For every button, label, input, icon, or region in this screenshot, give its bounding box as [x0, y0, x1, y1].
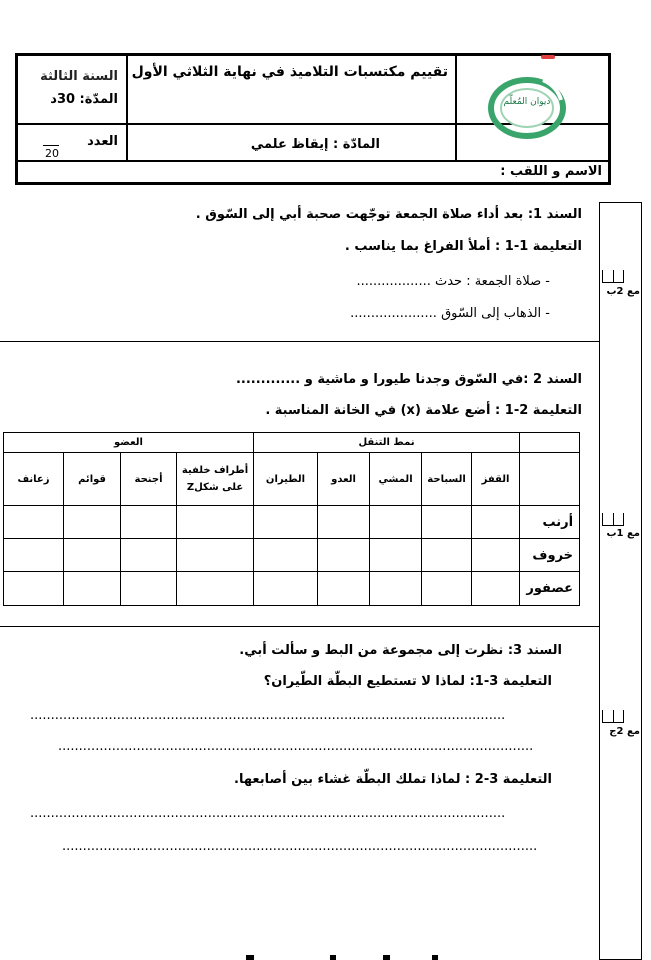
table-cell[interactable] [472, 539, 520, 572]
col-wings: أجنحة [121, 453, 177, 506]
table-cell[interactable] [318, 539, 370, 572]
table-cell[interactable] [254, 506, 318, 539]
row-label-header [520, 453, 580, 506]
criterion-3: مع 2ج [609, 726, 640, 737]
score-total: 20 [45, 147, 59, 160]
grade-year: السنة الثالثة [40, 69, 118, 84]
table-cell[interactable] [121, 539, 177, 572]
cropped-text-fragment [246, 955, 254, 960]
col-fly: الطيران [254, 453, 318, 506]
table-cell[interactable] [121, 506, 177, 539]
logo [487, 74, 567, 140]
col-walk: المشي [370, 453, 422, 506]
col-run: العدو [318, 453, 370, 506]
exam-title: تقييم مكتسبات التلاميذ في نهاية الثلاثي الأول [131, 64, 448, 80]
table-cell[interactable] [177, 539, 254, 572]
col-hind-limbs: أطراف خلفية على شكلZ [177, 453, 254, 506]
table-cell[interactable] [370, 539, 422, 572]
answer-line-4[interactable]: ................................................................................................................... [62, 839, 538, 854]
table-cell[interactable] [254, 572, 318, 606]
answer-line-3[interactable]: ................................................................................................................... [30, 806, 506, 821]
table-corner [520, 433, 580, 453]
row-bird: عصفور [520, 572, 580, 606]
table-cell[interactable] [422, 572, 472, 606]
logo-text: ديوان المُعلّم [503, 97, 551, 107]
support-3: السند 3: نظرت إلى مجموعة من البط و سألت أبي. [239, 643, 562, 658]
cropped-text-fragment [432, 955, 438, 960]
logo-accent [541, 55, 555, 59]
table-cell[interactable] [4, 539, 64, 572]
score-box-1[interactable] [602, 270, 624, 283]
table-cell[interactable] [4, 506, 64, 539]
table-cell[interactable] [318, 572, 370, 606]
table-cell[interactable] [64, 572, 121, 606]
col-swim: السباحة [422, 453, 472, 506]
row-sheep: خروف [520, 539, 580, 572]
score-fraction-bar [43, 145, 59, 146]
table-cell[interactable] [370, 572, 422, 606]
score-box-3[interactable] [602, 710, 624, 723]
subject: المادّة : إيقاظ علمي [250, 137, 380, 152]
table-cell[interactable] [64, 506, 121, 539]
table-cell[interactable] [422, 506, 472, 539]
answer-line-1[interactable]: ................................................................................................................... [30, 708, 506, 723]
instruction-3-1: التعليمة 3-1: لماذا لا تستطيع البطّة الطّيران؟ [263, 674, 552, 689]
divider-2 [0, 626, 600, 627]
table-cell[interactable] [472, 506, 520, 539]
col-jump: القفز [472, 453, 520, 506]
table-cell[interactable] [472, 572, 520, 606]
table-cell[interactable] [370, 506, 422, 539]
table-cell[interactable] [4, 572, 64, 606]
criterion-1: مع 2ب [606, 286, 640, 297]
cropped-text-fragment [330, 955, 336, 960]
blank-item-2[interactable]: - الذهاب إلى السّوق ..................... [350, 306, 550, 321]
score-box-2[interactable] [602, 513, 624, 526]
support-1: السند 1: بعد أداء صلاة الجمعة توجّهت صحبة أبي إلى السّوق . [195, 207, 582, 222]
table-cell[interactable] [121, 572, 177, 606]
instruction-1-1: التعليمة 1-1 : أملأ الفراغ بما يناسب . [344, 239, 582, 254]
table-cell[interactable] [177, 506, 254, 539]
table-cell[interactable] [177, 572, 254, 606]
divider-1 [0, 341, 600, 342]
table-cell[interactable] [64, 539, 121, 572]
score-label: العدد [87, 134, 118, 149]
col-fins: زعانف [4, 453, 64, 506]
exam-duration: المدّة: 30د [50, 92, 118, 107]
header-movement: نمط التنقل [254, 433, 520, 453]
table-cell[interactable] [318, 506, 370, 539]
movement-table [3, 432, 580, 606]
row-rabbit: أرنب [520, 506, 580, 539]
table-cell[interactable] [422, 539, 472, 572]
name-field[interactable]: الاسم و اللقب : [500, 164, 602, 179]
col-legs: قوائم [64, 453, 121, 506]
answer-line-2[interactable]: ................................................................................................................... [58, 739, 534, 754]
criteria-column [599, 202, 642, 960]
header-organ: العضو [4, 433, 254, 453]
blank-item-1[interactable]: - صلاة الجمعة : حدث .................. [356, 274, 550, 289]
support-2: السند 2 :في السّوق وجدنا طيورا و ماشية و ............. [235, 372, 582, 387]
table-cell[interactable] [254, 539, 318, 572]
instruction-3-2: التعليمة 3-2 : لماذا تملك البطّة غشاء بين أصابعها. [234, 772, 552, 787]
criterion-2: مع 1ب [606, 528, 640, 539]
cropped-text-fragment [383, 955, 390, 960]
instruction-2-1: التعليمة 2-1 : أضع علامة (x) في الخانة المناسبة . [265, 403, 582, 418]
